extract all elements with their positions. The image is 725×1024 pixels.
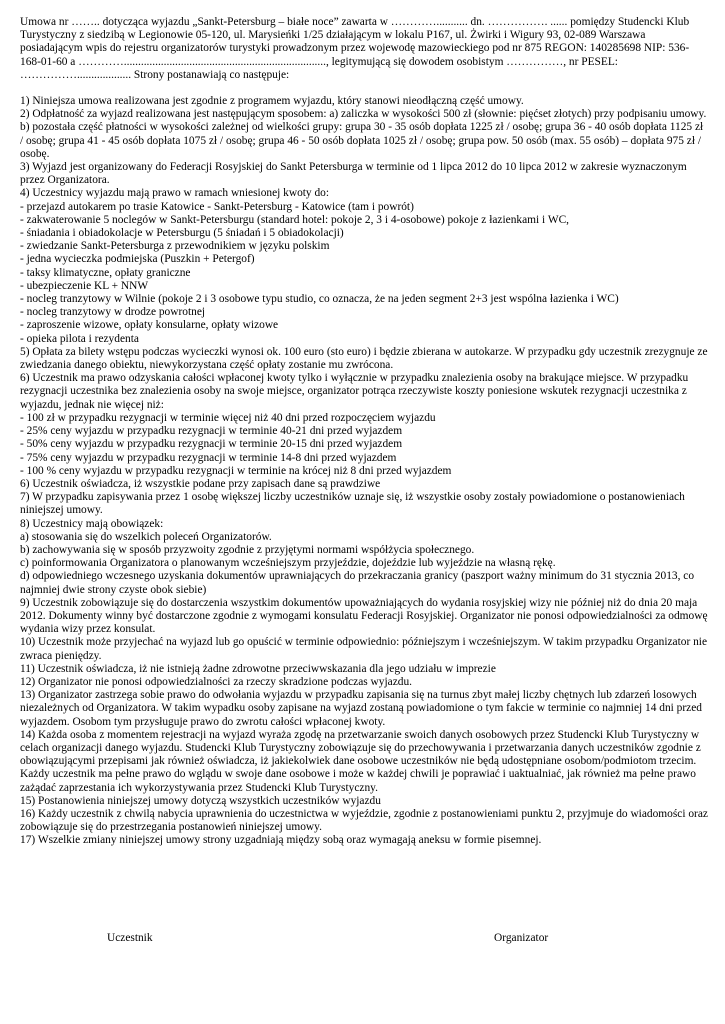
contract-clause: 14) Każda osoba z momentem rejestracji na wyjazd wyraża zgodę na przetwarzanie swoich danych osobowych przez Studencki Klub Turystyczny w celach organizacji danego wyjazdu. Studencki Klub Turystyczny zobowiązuje się do przechowywania i przetwarzania danych uczestników zgodnie z obowiązującymi przepisami jak również oświadcza, iż jakiekolwiek dane osobowe uczestników nie będą udostępniane osobom/podmiotom trzecim. Każdy uczestnik ma pełne prawo do wglądu w swoje dane osobowe i może w każdej chwili je poprawiać i uaktualniać, jak również ma pełne prawo zażądać zaprzestania ich wykorzystywania przez Studencki Klub Turystyczny.: [20, 728, 701, 794]
contract-clause: 5) Opłata za bilety wstępu podczas wycieczki wynosi ok. 100 euro (sto euro) i będzie zbierana w autokarze. W przypadku gdy uczestnik zrezygnuje ze zwiedzania danego obiektu, niewykorzystana część opłaty zostanie mu zwrócona.: [20, 345, 708, 372]
contract-clause: 16) Każdy uczestnik z chwilą nabycia uprawnienia do uczestnictwa w wyjeździe, zgodnie z postanowieniami punktu 2, przyjmuje do wiadomości oraz zobowiązuje się do przestrzegania postanowień niniejszej umowy.: [20, 807, 708, 834]
contract-clause: - 75% ceny wyjazdu w przypadku rezygnacji w terminie 14-8 dni przed wyjazdem: [20, 451, 397, 464]
contract-clauses: [20, 95, 708, 848]
contract-clause: - 50% ceny wyjazdu w przypadku rezygnacji w terminie 20-15 dni przed wyjazdem: [20, 438, 403, 451]
contract-clause: - ubezpieczenie KL + NNW: [20, 279, 149, 292]
contract-clause: 1) Niniejsza umowa realizowana jest zgodnie z programem wyjazdu, który stanowi nieodłączną część umowy.: [20, 95, 524, 108]
contract-clause: - jedna wycieczka podmiejska (Puszkin + Petergof): [20, 253, 255, 266]
contract-clause: - przejazd autokarem po trasie Katowice - Sankt-Petersburg - Katowice (tam i powrót): [20, 200, 414, 213]
contract-clause: c) poinformowania Organizatora o planowanym wcześniejszym przyjeździe, dojeździe lub wyjeździe na własną rękę.: [20, 557, 556, 570]
contract-clause: - zaproszenie wizowe, opłaty konsularne, opłaty wizowe: [20, 319, 279, 332]
contract-clause: 6) Uczestnik ma prawo odzyskania całości wpłaconej kwoty tylko i wyłącznie w przypadku znalezienia osoby na brakujące miejsce. W przypadku rezygnacji uczestnika bez znalezienia osoby na swoje miejsce, organizator potrąca rzeczywiste koszty poniesione wskutek rezygnacji uczestnika z wyjazdu, jednak nie więcej niż:: [20, 372, 689, 411]
contract-clause: 9) Uczestnik zobowiązuje się do dostarczenia wszystkim dokumentów upoważniających do wydania rosyjskiej wizy nie później niż do dnia 20 maja 2012. Dokumenty winny być dostarczone zgodnie z wymogami konsulatu Federacji Rosyjskiej. Organizator nie ponosi odpowiedzialności za odmowę wydania wizy przez konsulat.: [20, 596, 708, 636]
contract-clause: - opieka pilota i rezydenta: [20, 332, 139, 345]
signature-organizer: Organizator: [494, 932, 549, 944]
contract-clause: 6) Uczestnik oświadcza, iż wszystkie podane przy zapisach dane są prawdziwe: [20, 477, 381, 490]
contract-clause: - 100 % ceny wyjazdu w przypadku rezygnacji w terminie na krócej niż 8 dni przed wyjazdem: [20, 464, 452, 477]
contract-clause: 8) Uczestnicy mają obowiązek:: [20, 517, 164, 530]
contract-clause: 4) Uczestnicy wyjazdu mają prawo w ramach wniesionej kwoty do:: [20, 187, 330, 200]
contract-clause: 13) Organizator zastrzega sobie prawo do odwołania wyjazdu w przypadku zapisania się na turnus zbyt małej liczby chętnych lub zdarzeń losowych niezależnych od Organizatora. W takim wypadku osoby zapisane na wyjazd zostaną powiadomione o tym fakcie w terminie co najmniej 14 dni przed wyjazdem. Osobom tym przysługuje prawo do zwrotu całości wpłaconej kwoty.: [20, 689, 702, 728]
contract-clause: - 100 zł w przypadku rezygnacji w terminie więcej niż 40 dni przed rozpoczęciem wyjazdu: [20, 411, 436, 424]
contract-clause: - 25% ceny wyjazdu w przypadku rezygnacji w terminie 40-21 dni przed wyjazdem: [20, 425, 403, 438]
contract-clause: - nocleg tranzytowy w drodze powrotnej: [20, 306, 206, 319]
contract-clause: 10) Uczestnik może przyjechać na wyjazd lub go opuścić w terminie odpowiednio: późniejszym i wcześniejszym. W takim przypadku Organizator nie zwraca pieniędzy.: [20, 636, 708, 662]
contract-clause: d) odpowiedniego wczesnego uzyskania dokumentów uprawniających do przekraczania granicy (paszport ważny minimum do 31 stycznia 2013, co najmniej dwie strony czyste obok siebie): [20, 570, 695, 596]
contract-header: Umowa nr …….. dotycząca wyjazdu „Sankt-Petersburg – białe noce” zawarta w …………........... dn. ……………. ...... pomiędzy Studencki Klub Turystyczny z siedzibą w Legionowie 05-120, ul. Marysieńki 1/25 działającym w lokalu P167, ul. Żwirki i Wigury 93, 02-089 Warszawa posiadającym wpis do rejestru organizatorów turystyki prowadzonym przez wojewodę mazowieckiego pod nr 875 REGON: 140285698 NIP: 536-168-01-60 a …………......................................................................., legitymującą się dowodem osobistym ……………, nr PESEL: ……………................... Strony postanawiają co następuje:: [20, 16, 690, 81]
contract-clause: - taksy klimatyczne, opłaty graniczne: [20, 266, 191, 279]
contract-clause: - zwiedzanie Sankt-Petersburga z przewodnikiem w języku polskim: [20, 240, 330, 253]
contract-clause: 17) Wszelkie zmiany niniejszej umowy strony uzgadniają między sobą oraz wymagają aneksu w formie pisemnej.: [20, 834, 542, 847]
contract-clause: a) stosowania się do wszelkich poleceń Organizatorów.: [20, 530, 272, 543]
contract-clause: 7) W przypadku zapisywania przez 1 osobę większej liczby uczestników uznaje się, iż wszystkie osoby zostały powiadomione o postanowieniach niniejszej umowy.: [20, 491, 685, 517]
contract-clause: 12) Organizator nie ponosi odpowiedzialności za rzeczy skradzione podczas wyjazdu.: [20, 675, 412, 688]
spacer: [20, 82, 708, 95]
contract-document: [20, 16, 708, 848]
contract-clause: 3) Wyjazd jest organizowany do Federacji Rosyjskiej do Sankt Petersburga w terminie od 1 lipca 2012 do 10 lipca 2012 w zakresie wyznaczonym przez Organizatora.: [20, 161, 687, 187]
contract-clause: - śniadania i obiadokolacje w Petersburgu (5 śniadań i 5 obiadokolacji): [20, 227, 344, 240]
signature-participant: Uczestnik: [107, 932, 153, 944]
contract-clause: 11) Uczestnik oświadcza, iż nie istnieją żadne zdrowotne przeciwwskazania dla jego udziału w imprezie: [20, 662, 496, 675]
contract-clause: - nocleg tranzytowy w Wilnie (pokoje 2 i 3 osobowe typu studio, co oznacza, że na jeden segment 2+3 jest wspólna łazienka i WC): [20, 293, 619, 306]
contract-clause: 2) Odpłatność za wyjazd realizowana jest następującym sposobem: a) zaliczka w wysokości 500 zł (słownie: pięćset złotych) przy podpisaniu umowy. b) pozostała część płatności w wysokości zależnej od wielkości grupy: grupa 30 - 35 osób dopłata 1225 zł / osobę; grupa 36 - 40 osób dopłata 1125 zł / osobę; grupa 41 - 45 osób dopłata 1075 zł / osobę; grupa 46 - 50 osób dopłata 1025 zł / osobę; grupa pow. 50 osób (max. 55 osób) – dopłata 975 zł / osobę.: [20, 108, 707, 160]
contract-clause: b) zachowywania się w sposób przyzwoity zgodnie z przyjętymi normami współżycia społecznego.: [20, 543, 475, 556]
contract-clause: - zakwaterowanie 5 noclegów w Sankt-Petersburgu (standard hotel: pokoje 2, 3 i 4-osobowe) pokoje z łazienkami i WC,: [20, 213, 570, 226]
contract-clause: 15) Postanowienia niniejszej umowy dotyczą wszystkich uczestników wyjazdu: [20, 794, 381, 807]
